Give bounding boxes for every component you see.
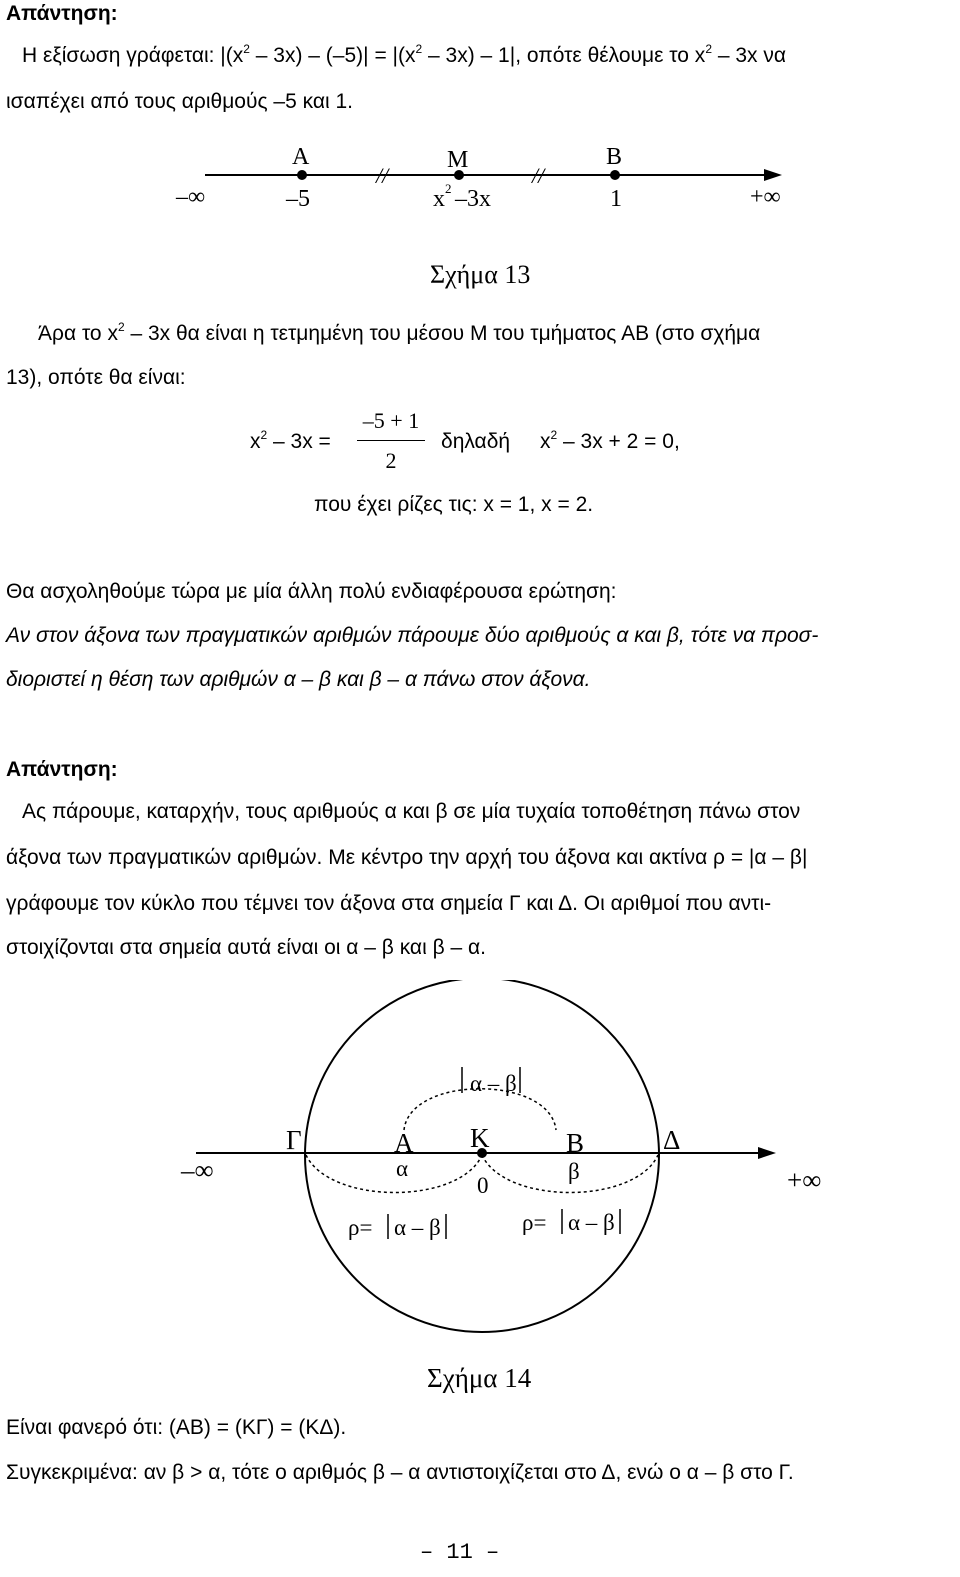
point-m-value-x: x (433, 186, 445, 212)
point-m-value-rest: –3x (455, 186, 491, 212)
figure-13-number-line (0, 140, 960, 300)
midpoint-sentence: Άρα το $x^2 - 3x$ θα είναι η τετμημένη του μέσου Μ του τμήματος ΑΒ (στο σχήμα (38, 320, 761, 345)
equal-tick-left: // (376, 163, 389, 188)
equation-rhs: $x^2 - 3x + 2 = 0$, (540, 428, 680, 453)
equidistant-line: ισαπέχει από τους αριθμούς –5 και 1. (6, 90, 354, 113)
point-gamma-label: Γ (286, 1125, 302, 1155)
point-a-label: A (394, 1128, 414, 1158)
equal-tick-right: // (532, 163, 545, 188)
point-a-value: α (396, 1156, 409, 1181)
conclusion-line-1: Είναι φανερό ότι: (ΑΒ) = (ΚΓ) = (ΚΔ). (6, 1416, 347, 1439)
point-a-dot (297, 170, 307, 180)
answer2-line-4: στοιχίζονται στα σημεία αυτά είναι οι α – β και β – α. (6, 936, 486, 959)
left-radius-value: α – β (394, 1215, 441, 1240)
figure-14-circle-diagram (0, 980, 960, 1400)
question-line-2: διοριστεί η θέση των αριθμών α – β και β – α πάνω στον άξονα. (6, 668, 591, 691)
point-k-label: K (470, 1123, 490, 1153)
point-k-value: 0 (477, 1173, 489, 1198)
point-b-value: 1 (610, 186, 622, 212)
answer2-line-3: γράφουμε τον κύκλο που τέμνει τον άξονα στα σημεία Γ και Δ. Οι αριθμοί που αντι- (6, 892, 772, 915)
top-distance-label: α – β (470, 1071, 517, 1096)
left-radius-rho: ρ= (348, 1215, 373, 1240)
axis-arrowhead (764, 169, 782, 181)
equation-connector: δηλαδή (441, 430, 511, 453)
answer2-line-2: άξονα των πραγματικών αριθμών. Με κέντρο την αρχή του άξονα και ακτίνα ρ = |α – β| (6, 846, 808, 869)
point-a-value: –5 (286, 186, 310, 212)
answer2-line-1: Ας πάρουμε, καταρχήν, τους αριθμούς α και β σε μία τυχαία τοποθέτηση πάνω στον (22, 800, 801, 823)
right-radius-rho: ρ= (522, 1210, 547, 1235)
conclusion-line-2: Συγκεκριμένα: αν β > α, τότε ο αριθμός β – α αντιστοιχίζεται στο Δ, ενώ ο α – β στο Γ. (6, 1461, 794, 1484)
axis-arrowhead (758, 1147, 776, 1159)
right-radius-value: α – β (568, 1210, 615, 1235)
neg-infinity-label: –∞ (181, 1155, 214, 1185)
pos-infinity-label: +∞ (750, 184, 781, 210)
point-b-label: B (606, 144, 623, 170)
equation-rewrite-line: Η εξίσωση γράφεται: $|(x^2 - 3x) - (-5)| = |(x^2 - 3x) - 1|$, οπότε θέλουμε το $x^2 - 3x$ να (22, 42, 787, 67)
point-b-label: B (566, 1128, 585, 1158)
point-b-dot (610, 170, 620, 180)
question-intro: Θα ασχοληθούμε τώρα με μία άλλη πολύ ενδιαφέρουσα ερώτηση: (6, 580, 617, 603)
roots-line: που έχει ρίζες τις: x = 1, x = 2. (314, 493, 594, 516)
midpoint-sentence-cont: 13), οπότε θα είναι: (6, 366, 186, 389)
question-line-1: Αν στον άξονα των πραγματικών αριθμών πάρουμε δύο αριθμούς α και β, τότε να προσ- (6, 624, 819, 647)
point-m-value-sup: 2 (445, 181, 452, 196)
point-b-value: β (568, 1159, 580, 1184)
point-m-label: M (447, 147, 469, 173)
neg-infinity-label: –∞ (176, 184, 206, 210)
figure-14-caption: Σχήμα 14 (427, 1363, 532, 1393)
fraction-numerator: –5 + 1 (362, 408, 420, 433)
point-delta-label: Δ (663, 1125, 681, 1155)
fraction-denominator: 2 (385, 448, 397, 473)
equation-lhs: $x^2 - 3x$ = (250, 428, 331, 453)
page-number: – 11 – (420, 1540, 500, 1565)
fraction-bar (357, 440, 425, 441)
figure-13-caption: Σχήμα 13 (430, 260, 531, 289)
point-a-label: A (292, 144, 310, 170)
pos-infinity-label: +∞ (787, 1165, 822, 1195)
left-dotted-arc (306, 1155, 482, 1193)
answer-heading-1: Απάντηση: (6, 2, 118, 25)
answer-heading-2: Απάντηση: (6, 758, 118, 781)
